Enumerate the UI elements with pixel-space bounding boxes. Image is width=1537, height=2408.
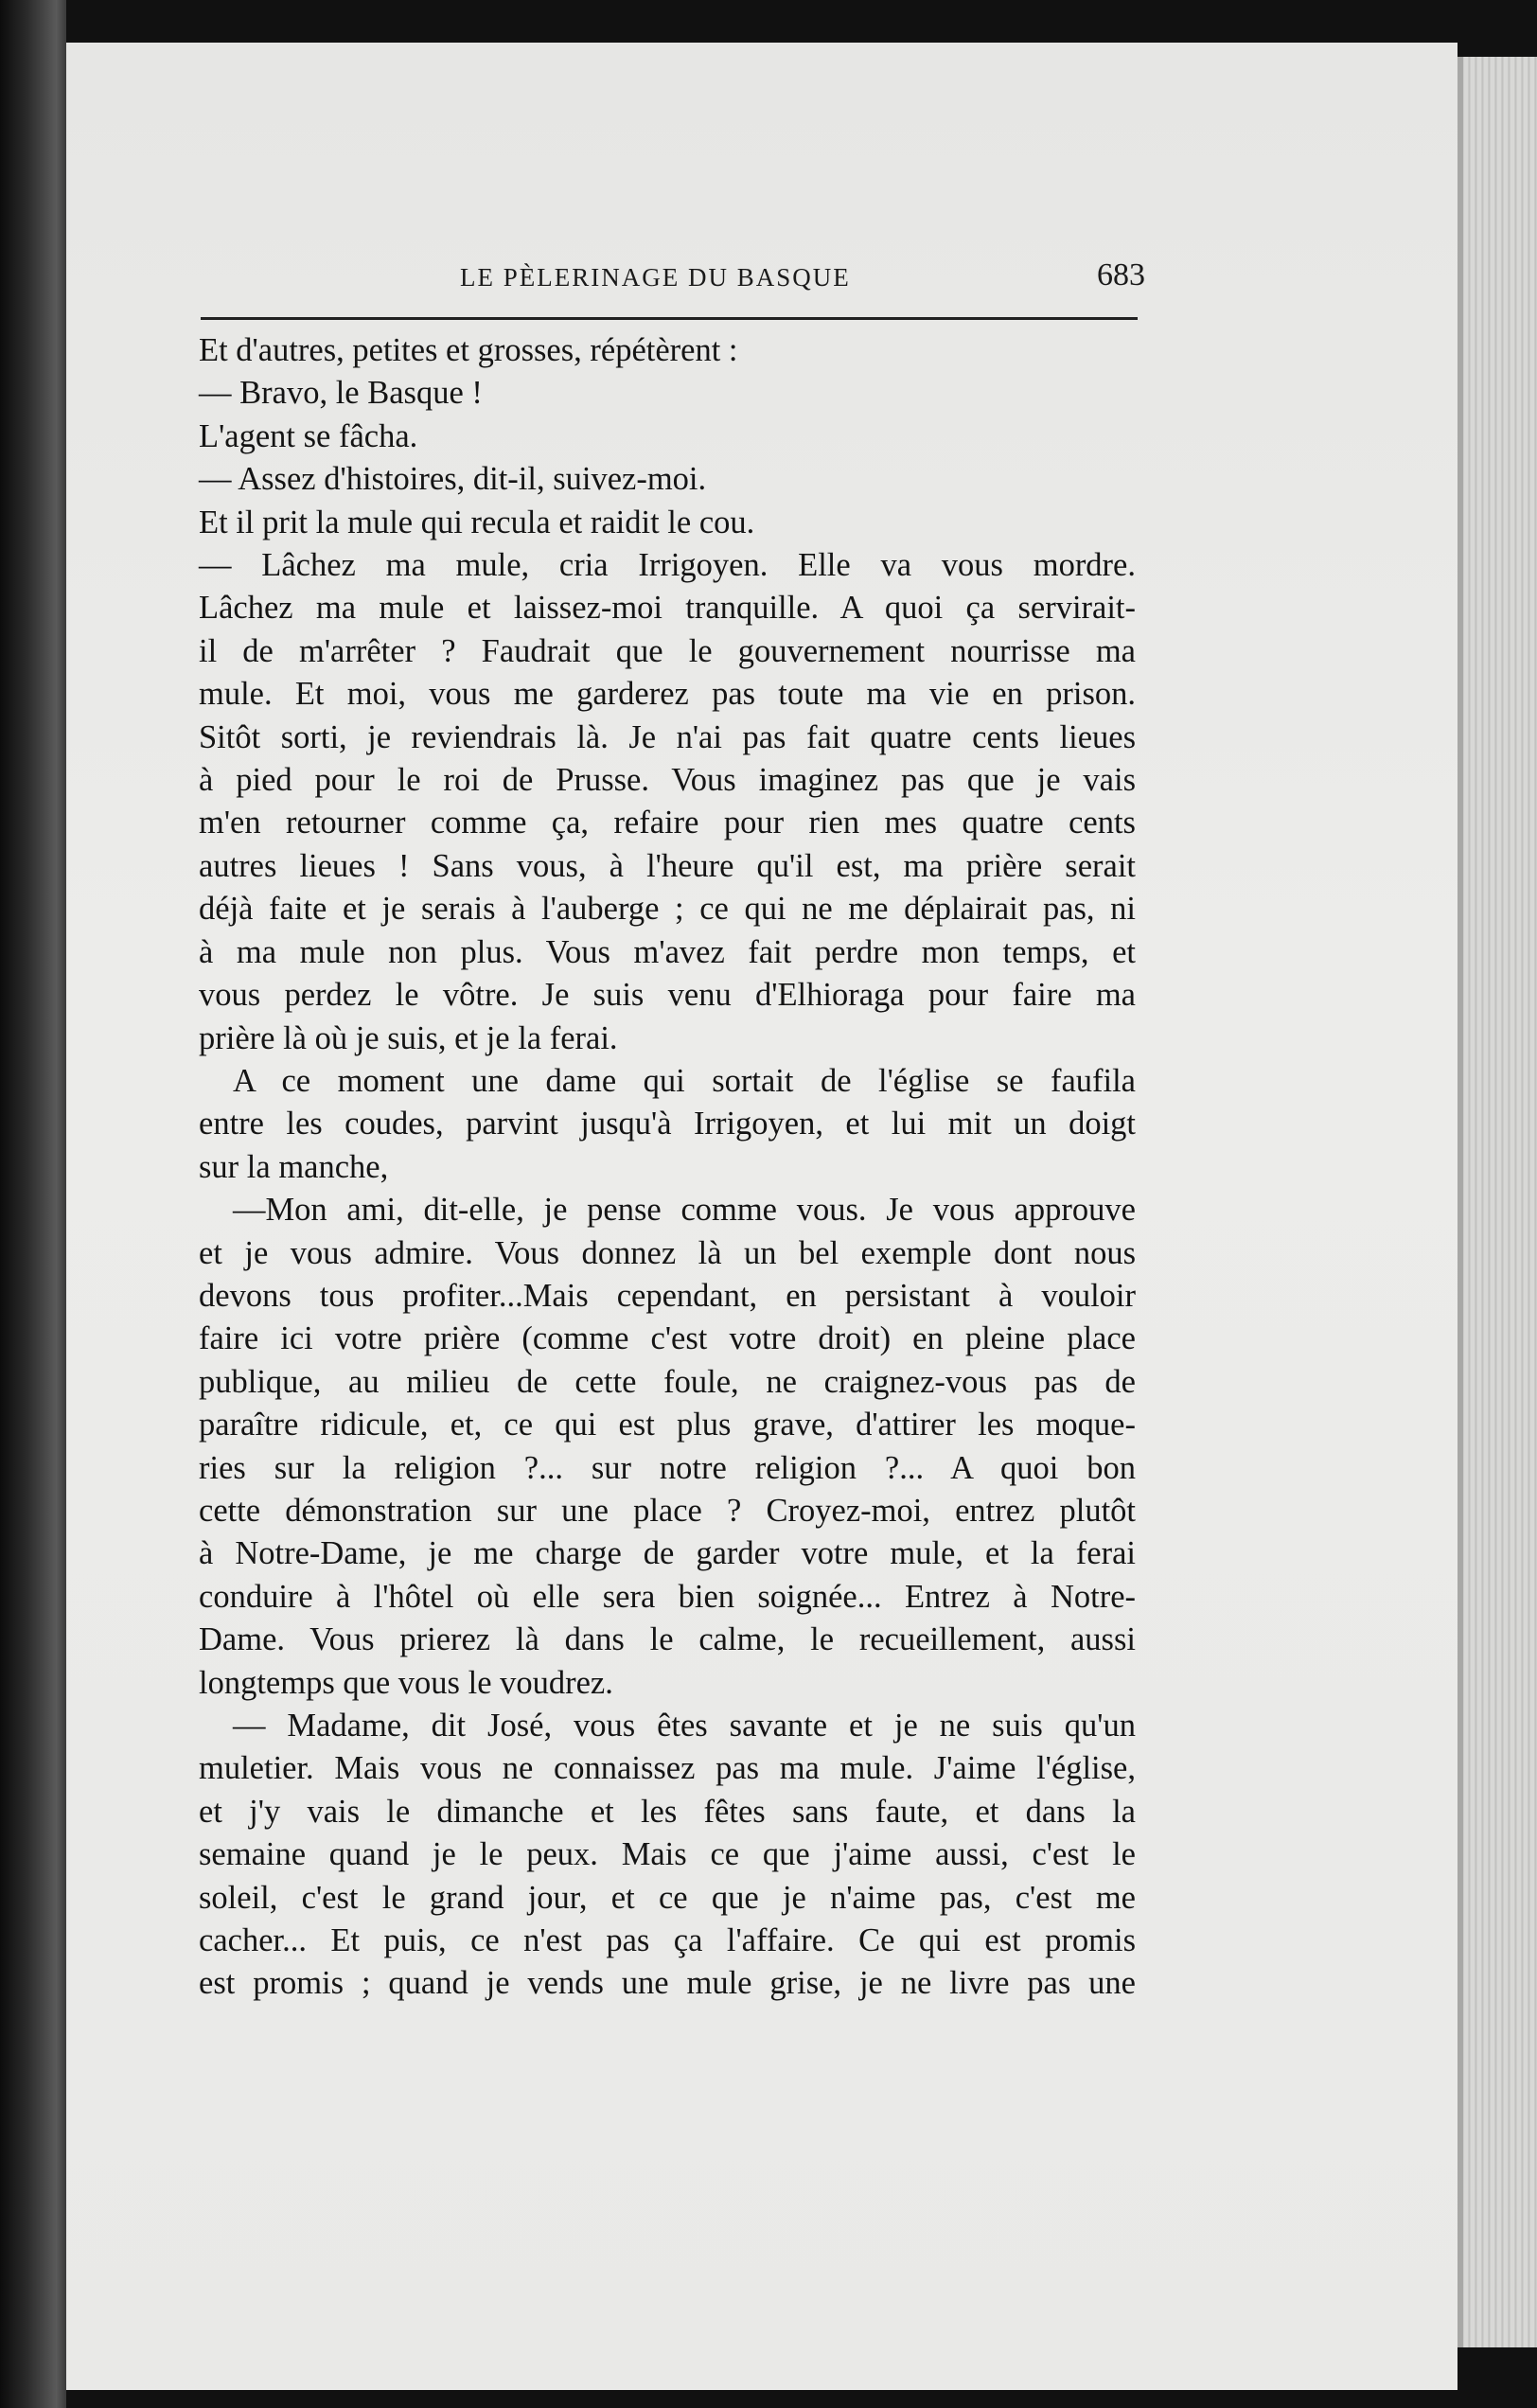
text-line: il de m'arrêter ? Faudrait que le gouvernement nourrisse ma <box>199 632 1136 669</box>
header-rule <box>201 317 1138 320</box>
text-line: Et il prit la mule qui recula et raidit le cou. <box>199 504 755 540</box>
text-line: — Assez d'histoires, dit-il, suivez-moi. <box>199 461 707 498</box>
text-line: cette démonstration sur une place ? Croyez-moi, entrez plutôt <box>199 1492 1136 1529</box>
body-text <box>199 329 1136 2006</box>
page-number: 683 <box>1097 257 1145 292</box>
text-line: Dame. Vous prierez là dans le calme, le recueillement, aussi <box>199 1621 1136 1658</box>
text-line: prière là où je suis, et je la ferai. <box>199 1019 618 1056</box>
text-line: Et d'autres, petites et grosses, répétèrent : <box>199 332 738 368</box>
text-line: —Mon ami, dit-elle, je pense comme vous. Je vous approuve <box>233 1192 1136 1229</box>
text-line: soleil, c'est le grand jour, et ce que je n'aime pas, c'est me <box>199 1879 1136 1916</box>
text-line: est promis ; quand je vends une mule grise, je ne livre pas une <box>199 1965 1136 2002</box>
text-line: muletier. Mais vous ne connaissez pas ma mule. J'aime l'église, <box>199 1750 1136 1787</box>
text-line: sur la manche, <box>199 1148 389 1185</box>
text-line: et j'y vais le dimanche et les fêtes sans faute, et dans la <box>199 1793 1136 1830</box>
text-line: mule. Et moi, vous me garderez pas toute ma vie en prison. <box>199 676 1136 713</box>
text-line: m'en retourner comme ça, refaire pour rien mes quatre cents <box>199 805 1136 841</box>
text-line: à Notre-Dame, je me charge de garder votre mule, et la ferai <box>199 1535 1136 1572</box>
text-line: Lâchez ma mule et laissez-moi tranquille. A quoi ça servirait- <box>199 590 1136 627</box>
text-line: autres lieues ! Sans vous, à l'heure qu'il est, ma prière serait <box>199 847 1136 884</box>
text-line: conduire à l'hôtel où elle sera bien soignée... Entrez à Notre- <box>199 1578 1136 1615</box>
text-line: entre les coudes, parvint jusqu'à Irrigoyen, et lui mit un doigt <box>199 1106 1136 1142</box>
text-line: Sitôt sorti, je reviendrais là. Je n'ai pas fait quatre cents lieues <box>199 718 1136 755</box>
text-line: déjà faite et je serais à l'auberge ; ce qui ne me déplairait pas, ni <box>199 891 1136 928</box>
text-line: devons tous profiter...Mais cependant, en persistant à vouloir <box>199 1277 1136 1314</box>
text-line: vous perdez le vôtre. Je suis venu d'Elhioraga pour faire ma <box>199 977 1136 1014</box>
text-line: à pied pour le roi de Prusse. Vous imaginez pas que je vais <box>199 762 1136 799</box>
running-title: LE PÈLERINAGE DU BASQUE <box>460 263 851 292</box>
text-line: paraître ridicule, et, ce qui est plus grave, d'attirer les moque- <box>199 1407 1136 1443</box>
text-line: à ma mule non plus. Vous m'avez fait perdre mon temps, et <box>199 933 1136 970</box>
text-line: cacher... Et puis, ce n'est pas ça l'affaire. Ce qui est promis <box>199 1922 1136 1959</box>
scanner-frame-left <box>0 0 66 2408</box>
text-line: L'agent se fâcha. <box>199 417 418 454</box>
text-line: A ce moment une dame qui sortait de l'église se faufila <box>233 1062 1136 1099</box>
text-line: publique, au milieu de cette foule, ne craignez-vous pas de <box>199 1363 1136 1400</box>
page-edges <box>1458 57 1537 2347</box>
text-line: faire ici votre prière (comme c'est votre droit) en pleine place <box>199 1320 1136 1357</box>
text-line: — Madame, dit José, vous êtes savante et je ne suis qu'un <box>233 1708 1136 1744</box>
text-line: — Bravo, le Basque ! <box>199 375 483 412</box>
text-line: longtemps que vous le voudrez. <box>199 1664 613 1701</box>
text-line: ries sur la religion ?... sur notre religion ?... A quoi bon <box>199 1449 1136 1486</box>
running-head <box>199 256 1145 312</box>
text-line: semaine quand je le peux. Mais ce que j'aime aussi, c'est le <box>199 1836 1136 1873</box>
text-line: et je vous admire. Vous donnez là un bel exemple dont nous <box>199 1234 1136 1271</box>
text-line: — Lâchez ma mule, cria Irrigoyen. Elle va vous mordre. <box>199 547 1136 584</box>
